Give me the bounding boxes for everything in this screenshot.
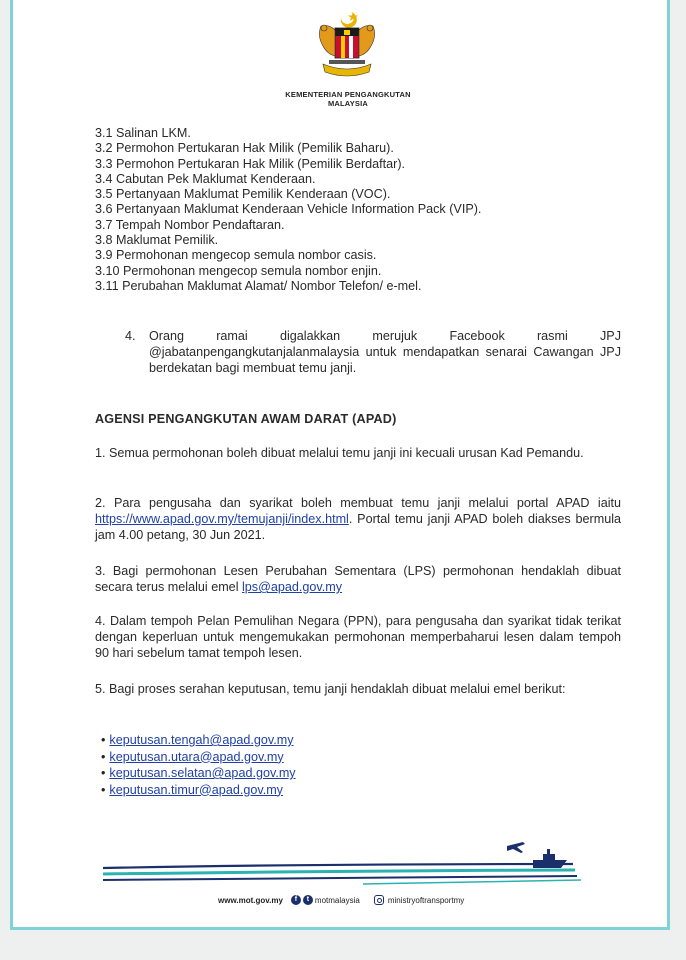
lps-email-link[interactable]: lps@apad.gov.my xyxy=(242,580,343,594)
section-heading-apad: AGENSI PENGANGKUTAN AWAM DARAT (APAD) xyxy=(95,412,397,426)
jpj-facebook-note xyxy=(125,328,621,376)
jpj-service-list xyxy=(95,126,615,294)
instagram-icon xyxy=(374,895,384,905)
transport-footer-graphic xyxy=(103,838,583,888)
email-link-timur[interactable]: keputusan.timur@apad.gov.my xyxy=(109,782,283,797)
apad-paragraph-3 xyxy=(95,563,621,595)
paragraph-text: 3. Bagi permohonan Lesen Perubahan Sementara (LPS) permohonan hendaklah dibuat secara terus melalui emel xyxy=(95,564,621,594)
bullet: • xyxy=(101,782,106,797)
apad-portal-link[interactable]: https://www.apad.gov.my/temujanji/index.html xyxy=(95,512,349,526)
list-item: 3.10 Permohonan mengecop semula nombor enjin. xyxy=(95,263,382,278)
list-item xyxy=(101,782,501,799)
item-number: 4. xyxy=(125,329,136,343)
footer-contact xyxy=(218,893,464,907)
instagram-handle: ministryoftransportmy xyxy=(387,895,465,905)
website-link[interactable]: www.mot.gov.my xyxy=(218,895,283,905)
apad-paragraph-1: 1. Semua permohonan boleh dibuat melalui temu janji ini kecuali urusan Kad Pemandu. xyxy=(95,446,584,460)
ministry-name xyxy=(243,90,453,108)
paragraph-text: . Portal temu janji APAD boleh diakses bermula jam 4.00 petang, 30 Jun 2021. xyxy=(95,512,621,542)
list-item: 3.1 Salinan LKM. xyxy=(95,126,191,140)
facebook-icon: f xyxy=(291,895,301,905)
item-text: Orang ramai digalakkan merujuk Facebook rasmi JPJ @jabatanpengangkutanjalanmalaysia untuk mendapatkan senarai Cawangan JPJ berdekatan bagi membuat temu janji. xyxy=(149,329,621,375)
malaysia-coat-of-arms-icon xyxy=(315,8,379,82)
list-item xyxy=(101,749,501,766)
email-list xyxy=(101,732,501,798)
apad-paragraph-2 xyxy=(95,495,621,543)
bullet: • xyxy=(101,733,106,747)
list-item: 3.6 Pertanyaan Maklumat Kenderaan Vehicle Information Pack (VIP). xyxy=(95,202,482,217)
document-page xyxy=(10,0,670,930)
list-item xyxy=(101,732,501,749)
bullet: • xyxy=(101,766,106,780)
list-item: 3.7 Tempah Nombor Pendaftaran. xyxy=(95,217,285,232)
ministry-name-line1: KEMENTERIAN PENGANGKUTAN xyxy=(285,90,411,99)
list-item: 3.9 Permohonan mengecop semula nombor casis. xyxy=(95,248,377,263)
email-link-selatan[interactable]: keputusan.selatan@apad.gov.my xyxy=(109,766,296,780)
email-link-tengah[interactable]: keputusan.tengah@apad.gov.my xyxy=(109,733,294,747)
twitter-icon: t xyxy=(303,895,313,905)
bullet: • xyxy=(101,749,106,764)
list-item: 3.4 Cabutan Pek Maklumat Kenderaan. xyxy=(95,171,316,186)
social-handle: motmalaysia xyxy=(314,895,360,905)
list-item xyxy=(101,765,501,782)
apad-paragraph-4: 4. Dalam tempoh Pelan Pemulihan Negara (PPN), para pengusaha dan syarikat tidak terikat dengan keperluan untuk mengemukakan permohonan memperbaharui lesen dalam tempoh 90 hari sebelum tamat tempoh lesen. xyxy=(95,614,621,660)
list-item: 3.8 Maklumat Pemilik. xyxy=(95,233,219,248)
email-link-utara[interactable]: keputusan.utara@apad.gov.my xyxy=(109,749,284,764)
list-item: 3.2 Permohon Pertukaran Hak Milik (Pemilik Baharu). xyxy=(95,141,394,156)
list-item: 3.5 Pertanyaan Maklumat Pemilik Kenderaan (VOC). xyxy=(95,187,391,202)
list-item: 3.11 Perubahan Maklumat Alamat/ Nombor Telefon/ e-mel. xyxy=(95,278,422,293)
ministry-name-line2: MALAYSIA xyxy=(327,99,369,108)
apad-paragraph-5: 5. Bagi proses serahan keputusan, temu janji hendaklah dibuat melalui emel berikut: xyxy=(95,682,566,696)
list-item: 3.3 Permohon Pertukaran Hak Milik (Pemilik Berdaftar). xyxy=(95,156,406,171)
paragraph-text: 2. Para pengusaha dan syarikat boleh membuat temu janji melalui portal APAD iaitu xyxy=(95,496,621,510)
